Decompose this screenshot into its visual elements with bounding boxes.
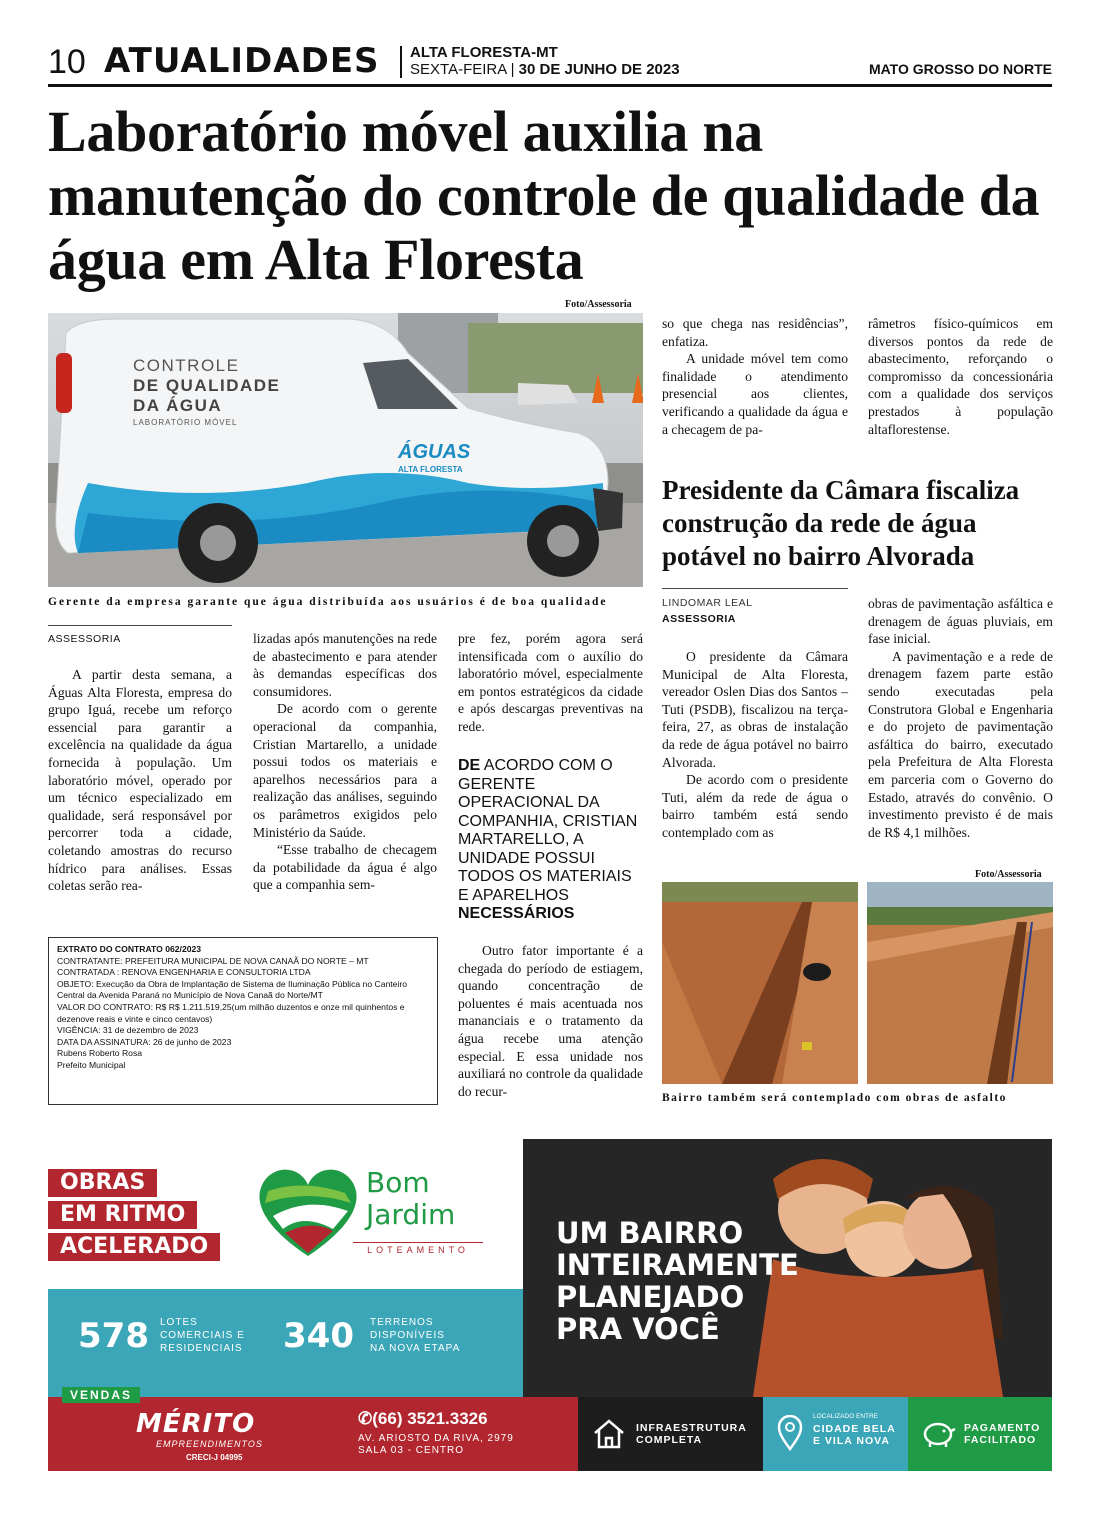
ad-stat-line: COMERCIAIS E bbox=[160, 1330, 245, 1341]
ad-feature-line: E VILA NOVA bbox=[813, 1435, 890, 1447]
van-text-lab: LABORATÓRIO MÓVEL bbox=[133, 418, 238, 427]
article2-byline: ASSESSORIA bbox=[662, 613, 736, 625]
ad-feature-line: CIDADE BELA bbox=[813, 1423, 896, 1435]
ad-stat-line: NA NOVA ETAPA bbox=[370, 1343, 461, 1354]
contract-line: Prefeito Municipal bbox=[57, 1059, 126, 1070]
paragraph: “Esse trabalho de checagem da potabilidade da água é algo que a companhia sem- bbox=[253, 842, 437, 893]
ad-feature-top: LOCALIZADO ENTRE bbox=[813, 1413, 879, 1420]
ad-bottom-bar bbox=[48, 1388, 1052, 1471]
ad-feature-infra bbox=[578, 1397, 763, 1471]
van-text-agua: DA ÁGUA bbox=[133, 396, 223, 415]
pull-quote-body: ACORDO COM O GERENTE OPERACIONAL DA COMPANHIA, CRISTIAN MARTARELLO, A UNIDADE POSSUI TODOS OS MATERIAIS E APARELHOS bbox=[458, 757, 638, 904]
ad-vendas-tag: VENDAS bbox=[62, 1387, 140, 1403]
contract-line: OBJETO: Execução da Obra de Implantação de Sistema de Iluminação Pública no Canteiro Central da Avenida Paraná no Município de Nova Canaã do Norte/MT bbox=[57, 978, 407, 1001]
photo-caption: Gerente da empresa garante que água distribuída aos usuários é de boa qualidade bbox=[48, 596, 608, 608]
paragraph: O presidente da Câmara Municipal de Alta Floresta, vereador Oslen Dias dos Santos – Tuti (PSDB), fiscalizou na terça-feira, 27, as obras de instalação da rede de água potável no bairro Alvorada. bbox=[662, 649, 848, 770]
header-rule bbox=[48, 84, 1052, 87]
ad-tagline-line: INTEIRAMENTE bbox=[556, 1248, 799, 1282]
paragraph: so que chega nas residências”, enfatiza. bbox=[662, 316, 848, 349]
paragraph: A pavimentação e a rede de drenagem fazem parte estão sendo executadas pela Construtora Global e Engenharia e do projeto de pavimentação asfáltica do bairro, executado pela Prefeitura de Alta Floresta em parceria com o Governo do Estado, através do convênio. O investimento previsto é de mais de R$ 4,1 milhões. bbox=[868, 648, 1053, 840]
trench-illustration bbox=[867, 882, 1053, 1084]
ad-address-line: SALA 03 - CENTRO bbox=[358, 1445, 465, 1456]
ad-obras-line: ACELERADO bbox=[48, 1233, 220, 1261]
header-full-date: 30 DE JUNHO DE 2023 bbox=[518, 61, 680, 78]
ad-stat1-number: 578 bbox=[78, 1316, 149, 1356]
ad-stat-line: RESIDENCIAIS bbox=[160, 1343, 243, 1354]
ad-merito-sub: EMPREENDIMENTOS bbox=[156, 1439, 263, 1449]
pull-quote-first: DE bbox=[458, 757, 481, 774]
header-divider bbox=[400, 46, 402, 78]
article1-column-4 bbox=[662, 315, 848, 438]
ad-feature-line: COMPLETA bbox=[636, 1434, 703, 1446]
ad-obras-line: EM RITMO bbox=[48, 1201, 197, 1229]
paragraph: A partir desta semana, a Águas Alta Floresta, empresa do grupo Iguá, recebe um reforço essencial para garantir a excelência na qualidade da água fornecida à população. Um laboratório móvel, operado por um técnico especializado em qualidade, será responsável por percorrer toda a cidade, coletando amostras do recurso hídrico para análises. Essas coletas serão rea- bbox=[48, 667, 232, 894]
ad-creci: CRECI-J 04995 bbox=[186, 1453, 243, 1462]
paragraph: De acordo com o gerente operacional da companhia, Cristian Martarello, a unidade possui todos os materiais e aparelhos necessários para a realização das análises, seguindo os parâmetros exigidos pelo Ministério da Saúde. bbox=[253, 701, 437, 840]
photo-credit: Foto/Assessoria bbox=[565, 299, 632, 310]
trench-photo-2 bbox=[867, 882, 1053, 1084]
article2-column-2 bbox=[868, 595, 1053, 841]
ad-stat1-label bbox=[160, 1316, 245, 1355]
article1-column-3 bbox=[458, 630, 643, 736]
van-illustration bbox=[48, 313, 643, 587]
ad-logo-bom: Bom bbox=[366, 1166, 430, 1199]
byline: ASSESSORIA bbox=[48, 633, 121, 645]
house-icon bbox=[592, 1417, 626, 1451]
heart-logo-icon bbox=[253, 1161, 363, 1261]
paragraph: De acordo com o presidente Tuti, além da rede de água o bairro também está sendo contemplado com as bbox=[662, 772, 848, 840]
ad-logo-jardim: Jardim bbox=[366, 1198, 456, 1231]
ad-feature-line: INFRAESTRUTURA bbox=[636, 1422, 747, 1434]
ad-tagline-line: PRA VOCÊ bbox=[556, 1312, 720, 1346]
article1-column-5 bbox=[868, 315, 1053, 438]
contract-line: CONTRATADA : RENOVA ENGENHARIA E CONSULTORIA LTDA bbox=[57, 967, 311, 978]
ad-tagline-line: PLANEJADO bbox=[556, 1280, 745, 1314]
article2-author: LINDOMAR LEAL bbox=[662, 597, 753, 609]
pull-quote-last: NECESSÁRIOS bbox=[458, 905, 575, 922]
byline-rule bbox=[662, 588, 848, 589]
ad-stat-line: LOTES bbox=[160, 1317, 198, 1328]
ad-address-line: AV. ARIOSTO DA RIVA, 2979 bbox=[358, 1433, 514, 1444]
ad-logo-text bbox=[366, 1167, 455, 1231]
paragraph: Outro fator importante é a chegada do período de estiagem, quando concentração de poluentes é mais acentuada nos mananciais e o tratamento da água recebe uma atenção especial. E essa unidade nos auxiliará no controle da qualidade do recur- bbox=[458, 943, 643, 1099]
ad-stat2-number: 340 bbox=[283, 1316, 354, 1356]
contract-line: CONTRATANTE: PREFEITURA MUNICIPAL DE NOVA CANAÃ DO NORTE – MT bbox=[57, 955, 369, 966]
paragraph: lizadas após manutenções na rede de abastecimento e para atender às demandas específicas dos consumidores. bbox=[253, 631, 437, 699]
trench-photo-1 bbox=[662, 882, 858, 1084]
map-pin-icon bbox=[777, 1415, 803, 1451]
article1-column-1 bbox=[48, 666, 232, 895]
paragraph: A unidade móvel tem como finalidade o atendimento presencial aos clientes, verificando a qualidade da água e a checagem de pa- bbox=[662, 351, 848, 437]
contract-notice bbox=[48, 937, 438, 1105]
page-number: 10 bbox=[48, 43, 86, 81]
van-text-qualidade: DE QUALIDADE bbox=[133, 376, 281, 395]
ad-family-photo bbox=[523, 1139, 1052, 1397]
article2-column-1 bbox=[662, 648, 848, 842]
ad-phone bbox=[358, 1409, 488, 1429]
aguas-logo-sub: ALTA FLORESTA bbox=[398, 465, 463, 474]
header-weekday: SEXTA-FEIRA bbox=[410, 61, 507, 78]
piggy-bank-icon bbox=[920, 1417, 956, 1449]
trench-illustration bbox=[662, 882, 858, 1084]
paragraph: râmetros físico-químicos em diversos pontos da rede de abastecimento, reforçando o compromisso da concessionária com a qualidade dos serviços prestados à população altaflorestense. bbox=[868, 316, 1053, 437]
pull-quote bbox=[458, 757, 643, 924]
ad-tagline bbox=[556, 1217, 799, 1345]
aguas-logo: ÁGUAS bbox=[398, 441, 471, 463]
phone-icon: ✆ bbox=[358, 1409, 373, 1428]
ad-stat-line: DISPONÍVEIS bbox=[370, 1330, 445, 1341]
ad-obras-block bbox=[48, 1169, 220, 1261]
article1-column-2 bbox=[253, 630, 437, 894]
header-city: ALTA FLORESTA-MT bbox=[410, 44, 558, 61]
ad-phone-number: (66) 3521.3326 bbox=[372, 1409, 488, 1428]
header-date: SEXTA-FEIRA | 30 DE JUNHO DE 2023 bbox=[410, 61, 680, 78]
van-text-controle: CONTROLE bbox=[133, 356, 240, 375]
photo-caption: Bairro também será contemplado com obras de asfalto bbox=[662, 1092, 1007, 1104]
ad-tagline-line: UM BAIRRO bbox=[556, 1216, 744, 1250]
ad-feature-line: PAGAMENTO bbox=[964, 1422, 1041, 1434]
ad-address bbox=[358, 1433, 514, 1457]
ad-stats-band bbox=[48, 1289, 523, 1397]
main-headline: Laboratório móvel auxilia na manutenção do controle de qualidade da água em Alta Floresta bbox=[48, 99, 1040, 292]
ad-feature-line: FACILITADO bbox=[964, 1434, 1037, 1446]
photo-credit: Foto/Assessoria bbox=[975, 869, 1042, 880]
ad-obras-line: OBRAS bbox=[48, 1169, 157, 1197]
newspaper-brand: MATO GROSSO DO NORTE bbox=[868, 61, 1052, 77]
article1-column-3b bbox=[458, 942, 643, 1100]
article2-headline: Presidente da Câmara fiscaliza construção da rede de água potável no bairro Alvorada bbox=[662, 475, 1020, 571]
ad-logo-sub: LOTEAMENTO bbox=[353, 1242, 483, 1255]
paragraph: obras de pavimentação asfáltica e drenagem de águas pluviais, em fase inicial. bbox=[868, 596, 1053, 647]
ad-stat-line: TERRENOS bbox=[370, 1317, 434, 1328]
contract-line: VALOR DO CONTRATO: R$ R$ 1.211.519,25(um milhão duzentos e onze mil quinhentos e dezenove reais e vinte e cinco centavos) bbox=[57, 1001, 405, 1024]
ad-stat2-label bbox=[370, 1316, 460, 1355]
ad-feature-location bbox=[763, 1397, 908, 1471]
van-photo bbox=[48, 313, 643, 587]
advertisement bbox=[48, 1139, 1052, 1471]
byline-rule bbox=[48, 625, 232, 626]
contract-line: Rubens Roberto Rosa bbox=[57, 1048, 143, 1059]
section-title: ATUALIDADES bbox=[104, 41, 380, 81]
contract-title: EXTRATO DO CONTRATO 062/2023 bbox=[57, 944, 202, 954]
paragraph: pre fez, porém agora será intensificada com o auxílio do laboratório móvel, especialmente em pontos estratégicos da cidade e após descargas preventivas na rede. bbox=[458, 631, 643, 734]
contract-line: VIGÊNCIA: 31 de dezembro de 2023 bbox=[57, 1025, 199, 1036]
ad-merito-logo: MÉRITO bbox=[136, 1409, 256, 1439]
ad-feature-payment bbox=[908, 1397, 1052, 1471]
contract-line: DATA DA ASSINATURA: 26 de junho de 2023 bbox=[57, 1036, 232, 1047]
